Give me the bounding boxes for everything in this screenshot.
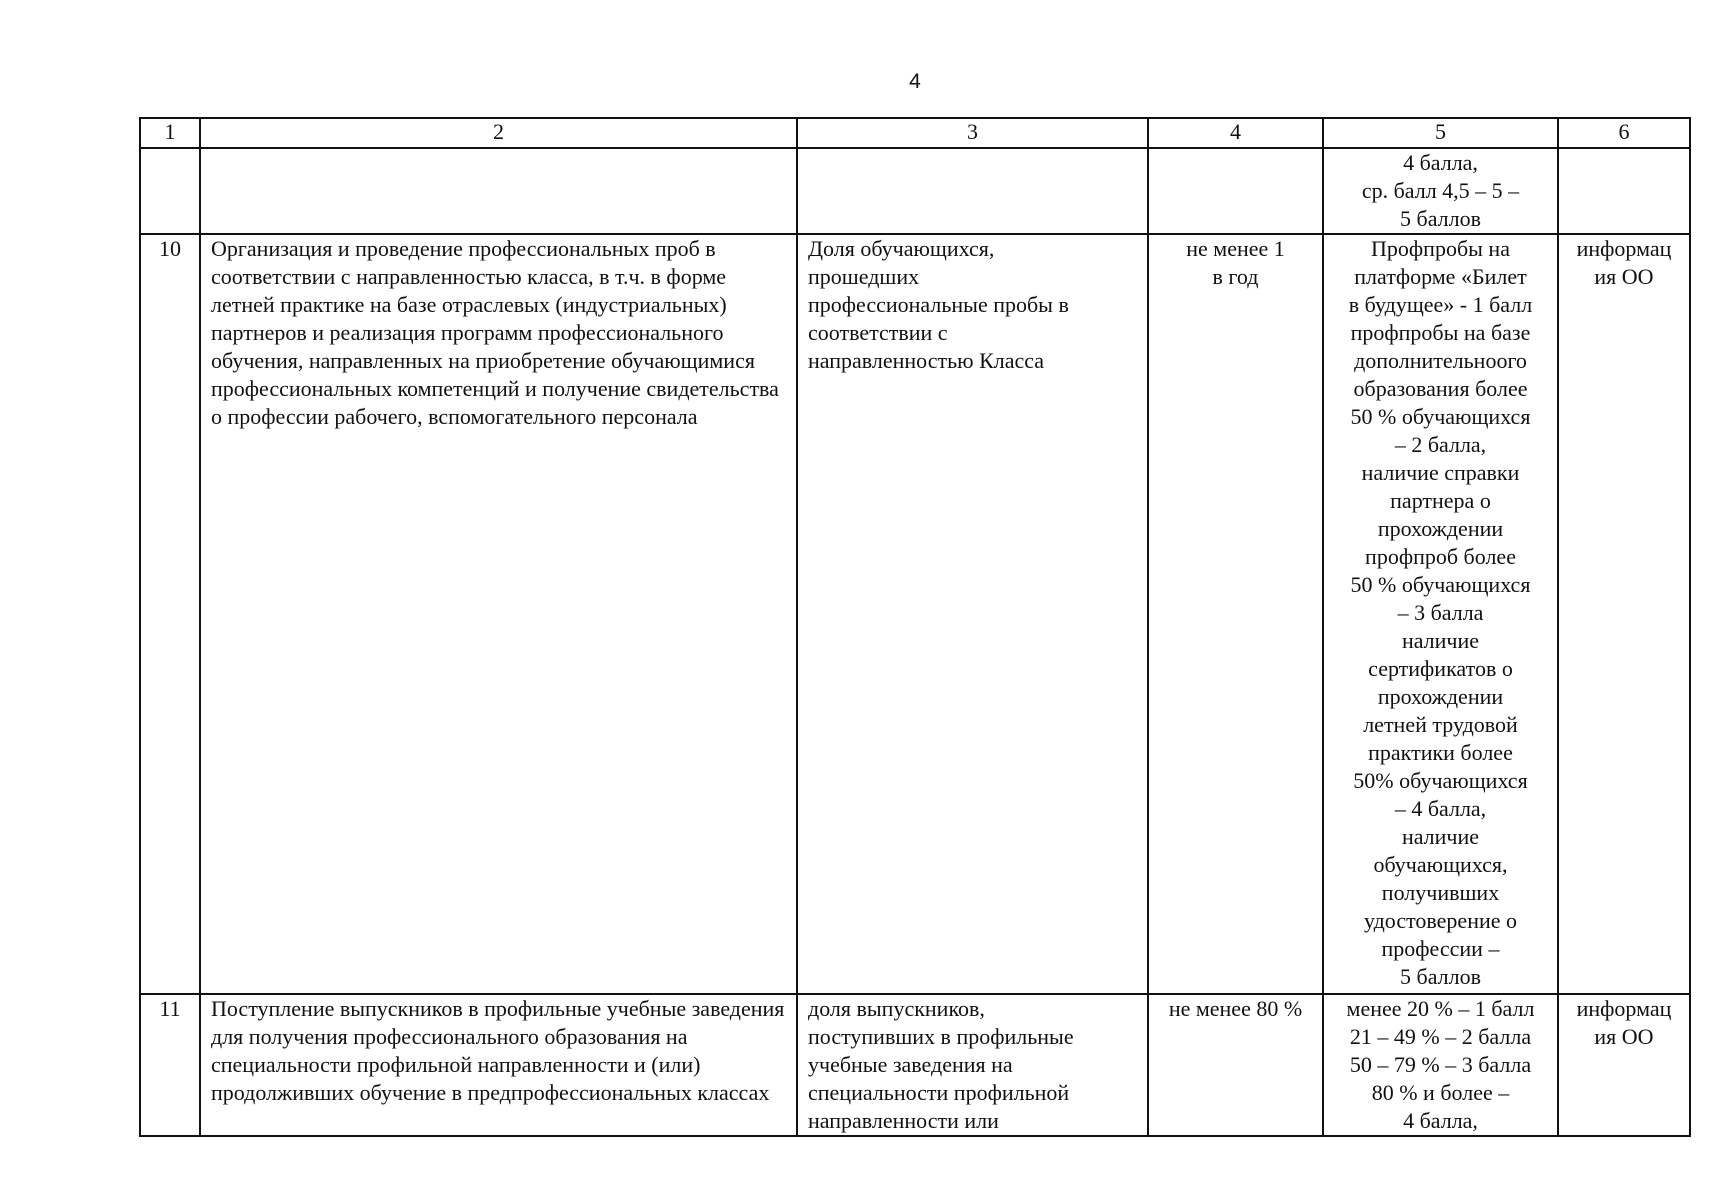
indicator-cell: Поступление выпускников в профильные учебные заведения для получения профессионального образования на специальности профильной направленности и (или) продолживших обучение в предпрофессиональных классах [200, 994, 797, 1136]
page-number: 4 [909, 70, 921, 93]
header-cell: 2 [200, 118, 797, 148]
table-row [140, 234, 1690, 994]
source-cell: информац ия ОО [1558, 994, 1690, 1136]
scoring-cell: 4 балла, ср. балл 4,5 – 5 – 5 баллов [1323, 148, 1558, 234]
row-number-cell: 10 [140, 234, 200, 994]
header-cell: 3 [797, 118, 1148, 148]
scoring-cell: менее 20 % – 1 балл 21 – 49 % – 2 балла 50 – 79 % – 3 балла 80 % и более – 4 балла, [1323, 994, 1558, 1136]
table-row [140, 994, 1690, 1136]
header-cell: 6 [1558, 118, 1690, 148]
criteria-table [139, 117, 1691, 1137]
table-header-row [140, 118, 1690, 148]
scoring-cell: Профпробы на платформе «Билет в будущее» - 1 балл профпробы на базе дополнительноого образования более 50 % обучающихся – 2 балла, наличие справки партнера о прохождении профпроб более 50 % обучающихся – 3 балла наличие сертификатов о прохождении летней трудовой практики более 50% обучающихся – 4 балла, наличие обучающихся, получивших удостоверение о профессии – 5 баллов [1323, 234, 1558, 994]
header-cell: 4 [1148, 118, 1323, 148]
criterion-cell: Доля обучающихся, прошедших профессиональные пробы в соответствии с направленностью Класса [797, 234, 1148, 994]
header-cell: 5 [1323, 118, 1558, 148]
table-row [140, 148, 1690, 234]
indicator-cell: Организация и проведение профессиональных проб в соответствии с направленностью класса, в т.ч. в форме летней практике на базе отраслевых (индустриальных) партнеров и реализация программ профессионального обучения, направленных на приобретение обучающимися профессиональных компетенций и получение свидетельства о профессии рабочего, вспомогательного персонала [200, 234, 797, 994]
target-cell: не менее 80 % [1148, 994, 1323, 1136]
target-cell [1148, 148, 1323, 234]
header-cell: 1 [140, 118, 200, 148]
indicator-cell [200, 148, 797, 234]
row-number-cell [140, 148, 200, 234]
source-cell: информац ия ОО [1558, 234, 1690, 994]
source-cell [1558, 148, 1690, 234]
row-number-cell: 11 [140, 994, 200, 1136]
target-cell: не менее 1 в год [1148, 234, 1323, 994]
criterion-cell: доля выпускников, поступивших в профильные учебные заведения на специальности профильной направленности или [797, 994, 1148, 1136]
criterion-cell [797, 148, 1148, 234]
